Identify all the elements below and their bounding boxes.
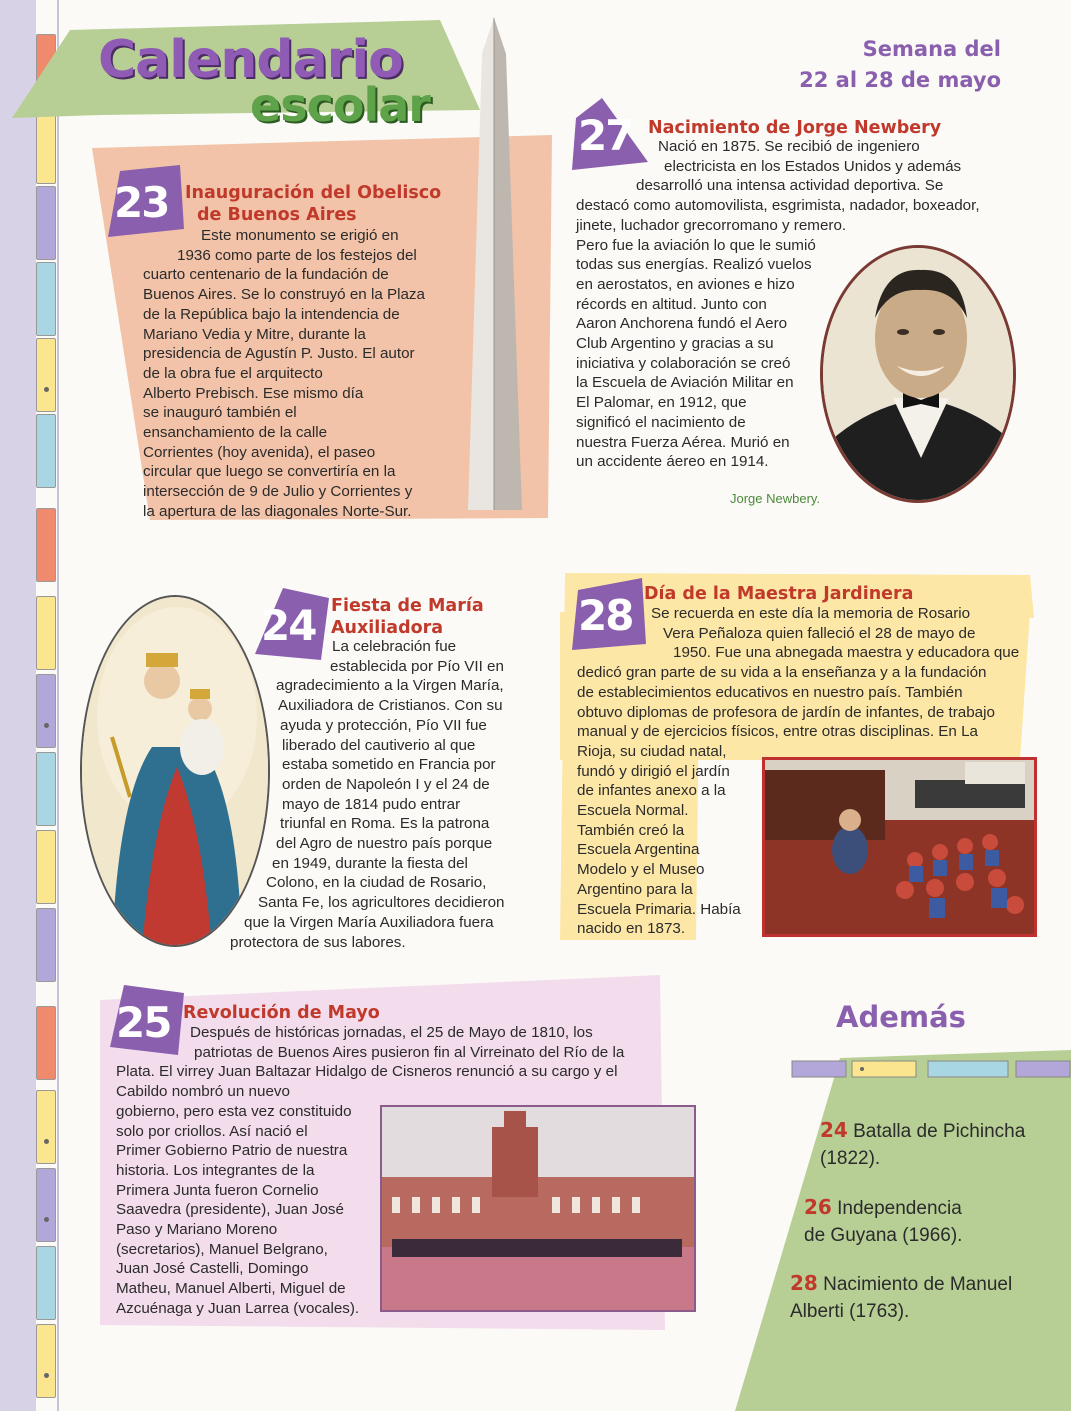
ademas-number: 28 (790, 1271, 818, 1295)
newbery-portrait (820, 245, 1016, 503)
badge-number: 27 (578, 111, 633, 160)
ademas-title: Además (836, 1000, 966, 1034)
ademas-number: 26 (804, 1195, 832, 1219)
obelisk-illustration (462, 18, 526, 513)
badge-number: 28 (578, 591, 633, 640)
badge-number: 25 (116, 998, 171, 1047)
event-text-24: La celebración fue establecida por Pío VII en agradecimiento a la Virgen María, Auxiliadora de Cristianos. Con su ayuda y protección, Pío VII fue liberado del cautiverio al que estaba sometido en Francia por orden de Napoleón I y el 24 de mayo de 1814 pudo entrar triunfal en Roma. Es la patrona del Agro de nuestro país porque en 1949, durante la fiesta del Colono, en la ciudad de Rosario, Santa Fe, los agricultores decidieron que la Virgen María Auxiliadora fuera protectora de sus labores. (230, 638, 505, 951)
week-label: Semana del (862, 37, 1001, 61)
ademas-item-28: 28 Nacimiento de Manuel Alberti (1763). (790, 1271, 1013, 1322)
event-text-27: Nació en 1875. Se recibió de ingeniero electricista en los Estados Unidos y además desarrolló una intensa actividad deportiva. Se destacó como automovilista, esgrimista, nadador, boxeador, jinete, luchador grecorromano y remero. Pero fue la aviación lo que le sumió todas sus energías. Realizó vuelos en aerostatos, en aviones e hizo récords en altitud. Junto con Aaron Anchorena fundó el Aero Club Argentino y gracias a su iniciativa y colaboración se creó la Escuela de Aviación Militar en El Palomar, en 1912, que significó el nacimiento de nuestra Fuerza Aérea. Murió en un accidente áereo en 1914. (576, 138, 980, 471)
event-heading-23: Inauguración del Obelisco de Buenos Aires (185, 183, 442, 225)
portrait-caption: Jorge Newbery. (730, 491, 821, 506)
event-heading-28: Día de la Maestra Jardinera (644, 584, 914, 604)
event-text-25: Después de históricas jornadas, el 25 de Mayo de 1810, los patriotas de Buenos Aires pusieron fin al Virreinato del Río de la Plata. El virrey Juan Baltazar Hidalgo de Cisneros renunció a su cargo y el Cabildo nombró un nuevo gobierno, pero esta vez constituido solo por criollos. Así nació el Primer Gobierno Patrio de nuestra historia. Los integrantes de la Primera Junta fueron Cornelio Saavedra (presidente), Juan José Paso y Mariano Moreno (secretarios), Manuel Belgrano, Juan José Castelli, Domingo Matheu, Manuel Alberti, Miguel de Azcuénaga y Juan Larrea (vocales). (116, 1024, 625, 1317)
event-heading-27: Nacimiento de Jorge Newbery (648, 118, 942, 138)
event-text-23: Este monumento se erigió en 1936 como parte de los festejos del cuarto centenario de la fundación de Buenos Aires. Se lo construyó en la Plaza de la República bajo la intendencia de Mariano Vedia y Mitre, durante la presidencia de Agustín P. Justo. El autor de la obra fue el arquitecto Alberto Prebisch. Ese mismo día se inauguró también el ensanchamiento de la calle Corrientes (hoy avenida), el paseo circular que luego se convertiría en la intersección de 9 de Julio y Corrientes y la apertura de las diagonales Norte-Sur. (143, 227, 425, 520)
event-heading-24: Fiesta de María Auxiliadora (331, 596, 484, 638)
ademas-item-26: 26 Independencia de Guyana (1966). (804, 1195, 963, 1246)
page-subtitle: escolar (250, 78, 430, 132)
ademas-divider (790, 1058, 1071, 1080)
week-range (799, 34, 1001, 96)
badge-number: 23 (114, 178, 169, 227)
week-dates: 22 al 28 de mayo (799, 68, 1001, 92)
badge-number: 24 (261, 601, 316, 650)
event-text-28: Se recuerda en este día la memoria de Rosario Vera Peñaloza quien falleció el 28 de mayo de 1950. Fue una abnegada maestra y educadora que dedicó gran parte de su vida a la enseñanza y a la fundación de establecimientos educativos en nuestro país. También obtuvo diplomas de profesora de jardín de infantes, de trabajo manual y de ejercicios físicos, entre otras disciplinas. En La Rioja, su ciudad natal, fundó y dirigió el jardín de infantes anexo a la Escuela Normal. También creó la Escuela Argentina Modelo y el Museo Argentino para la Escuela Primaria. Había nacido en 1873. (577, 605, 1020, 938)
ademas-number: 24 (820, 1118, 848, 1142)
page-title: Calendario (98, 30, 403, 90)
cabildo-painting (380, 1105, 696, 1312)
kindergarten-photo (762, 757, 1037, 937)
badge-23 (108, 165, 184, 235)
event-heading-25: Revolución de Mayo (183, 1003, 380, 1023)
ademas-item-24: 24 Batalla de Pichincha (1822). (820, 1118, 1026, 1169)
